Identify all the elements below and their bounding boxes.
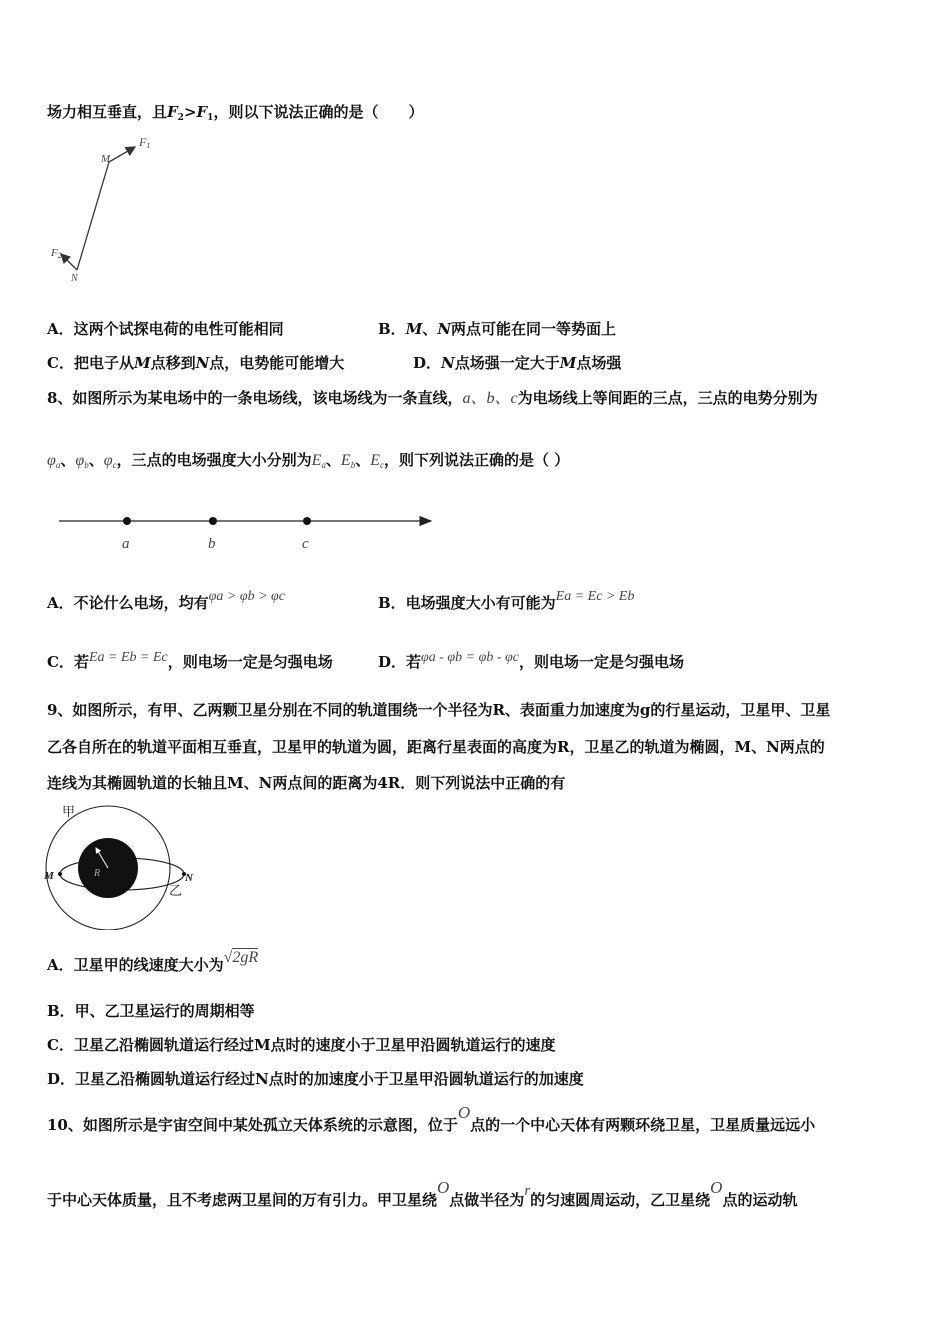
label-a: a: [122, 536, 130, 552]
q7-intro: 场力相互垂直，且$F_2>F_1$，则以下说法正确的是（ ）: [47, 103, 424, 123]
label-c: c: [302, 536, 309, 552]
label-m: M: [44, 870, 54, 882]
label-jia: 甲: [62, 804, 76, 819]
q9-stem-line1: 9、如图所示，有甲、乙两颗卫星分别在不同的轨道围绕一个半径为R、表面重力加速度为g的行星运动，卫星甲、卫星: [47, 701, 831, 719]
q8-option-a[interactable]: A．不论什么电场，均有φa > φb > φc: [47, 589, 285, 612]
q9-option-c[interactable]: C．卫星乙沿椭圆轨道运行经过M点时的速度小于卫星甲沿圆轨道运行的速度: [47, 1036, 556, 1054]
q7-force-diagram: [45, 130, 175, 290]
q9-option-a[interactable]: A．卫星甲的线速度大小为√2gR: [47, 949, 259, 974]
q10-stem-line2: 于中心天体质量，且不考虑两卫星间的万有引力。甲卫星绕O点做半径为r的匀速圆周运动，乙卫星绕O点的运动轨: [47, 1178, 798, 1209]
sqrt-radicand: 2gR: [232, 949, 259, 966]
q9-stem-line3: 连线为其椭圆轨道的长轴且M、N两点间的距离为4R．则下列说法中正确的有: [47, 774, 566, 792]
q8-stem-line2: $\varphi_a$、$\varphi_b$、$\varphi_c$，三点的电场强度大小分别为$E_a$、$E_b$、$E_c$，则下列说法正确的是（ ）: [47, 451, 570, 470]
q7-option-b[interactable]: B．M、N两点可能在同一等势面上: [378, 320, 617, 338]
label-r: R: [94, 868, 101, 879]
field-line-mn: [77, 162, 109, 270]
label-b: b: [208, 536, 216, 552]
q9-orbit-diagram: [40, 800, 200, 930]
q7-option-d[interactable]: D．N点场强一定大于M点场强: [413, 354, 622, 372]
label-f1: F1: [139, 135, 151, 150]
q7-option-c[interactable]: C．把电子从M点移到N点，电势能可能增大: [47, 354, 345, 372]
force-f2-arrow: [61, 254, 77, 270]
q9-stem-line2: 乙各自所在的轨道平面相互垂直，卫星甲的轨道为圆，距离行星表面的高度为R，卫星乙的轨道为椭圆，M、N两点的: [47, 738, 825, 756]
q8-option-d[interactable]: D．若φa - φb = φb - φc，则电场一定是匀强电场: [378, 650, 684, 671]
label-f2: F2: [51, 247, 62, 260]
q10-stem-line1: 10、如图所示是宇宙空间中某处孤立天体系统的示意图，位于O点的一个中心天体有两颗环绕卫星，卫星质量远远小: [47, 1103, 816, 1134]
point-b: [209, 517, 217, 525]
q8-stem-line1: 8、如图所示为某电场中的一条电场线，该电场线为一条直线，a、b、c为电场线上等间距的三点，三点的电势分别为: [47, 389, 818, 407]
label-m: M: [101, 153, 111, 165]
q8-option-c[interactable]: C．若Ea = Eb = Ec，则电场一定是匀强电场: [47, 650, 333, 671]
label-n: N: [71, 273, 78, 284]
point-m: [58, 872, 62, 876]
q7-option-a[interactable]: A．这两个试探电荷的电性可能相同: [47, 320, 284, 338]
point-c: [303, 517, 311, 525]
point-a: [123, 517, 131, 525]
label-yi: 乙: [169, 883, 183, 898]
q9-option-b[interactable]: B．甲、乙卫星运行的周期相等: [47, 1002, 255, 1020]
q8-field-line-diagram: [55, 508, 440, 553]
label-n: N: [185, 872, 193, 884]
q9-option-d[interactable]: D．卫星乙沿椭圆轨道运行经过N点时的加速度小于卫星甲沿圆轨道运行的加速度: [47, 1070, 584, 1088]
q8-option-b[interactable]: B．电场强度大小有可能为Ea = Ec > Eb: [378, 589, 635, 612]
force-f1-arrow: [109, 147, 135, 162]
